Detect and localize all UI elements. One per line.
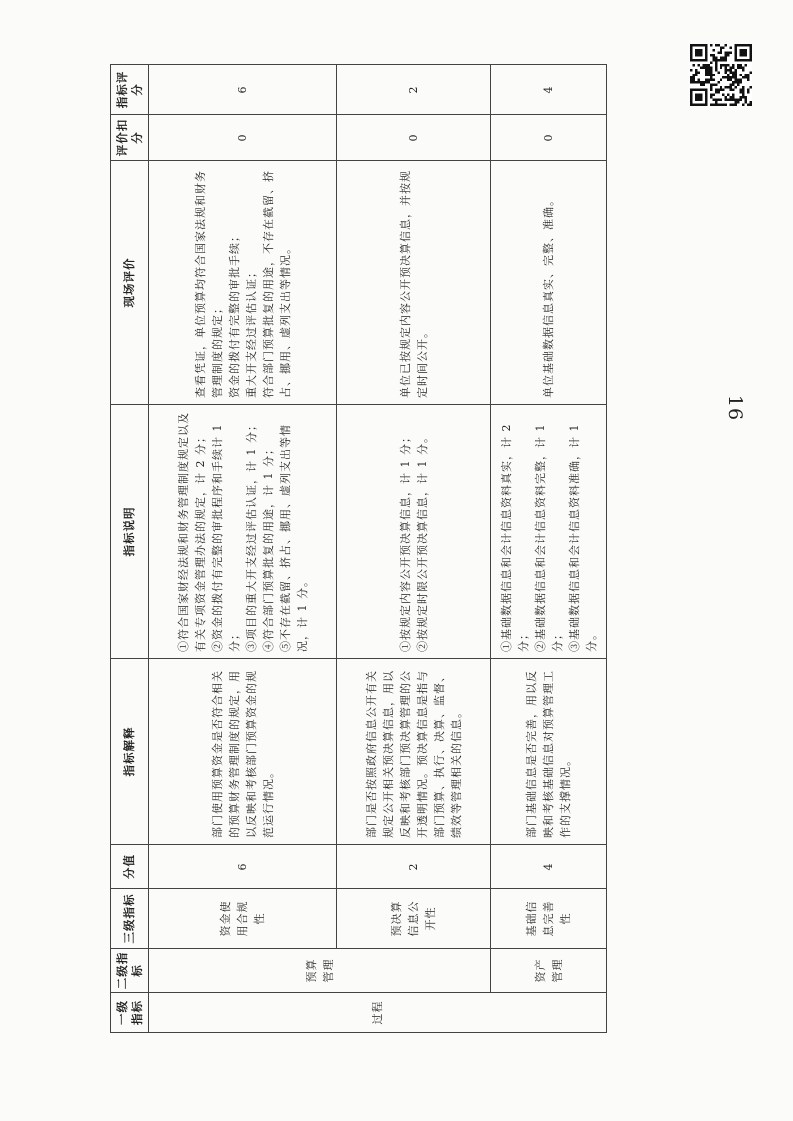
level2-cell: 资产管理 [491,949,607,993]
description-line: ④符合部门预算批复的用途，计 1 分； [261,443,275,652]
level2-cell: 预算管理 [149,949,491,993]
evaluation-line: 单位已按规定内容公开预决算信息，并按规定时间公开。 [398,170,429,398]
description-cell [149,405,337,659]
table-row [491,65,607,1033]
page-number: 16 [724,394,747,422]
header-explanation: 指标解释 [111,659,149,845]
evaluation-cell [337,161,491,405]
score-cell: 4 [491,845,607,889]
description-line: ③项目的重大开支经过评估认证，计 1 分； [244,419,258,652]
level3-cell: 资金使用合规性 [149,889,337,949]
description-line: ①符合国家财经法规和财务管理制度规定以及有关专项资金管理办法的规定，计 2 分； [176,412,207,652]
description-line: ②基础数据信息和会计信息资料完整，计 1 分； [533,423,564,652]
description-cell [491,405,607,659]
evaluation-line: 重大开支经过评估认证； [244,266,258,398]
header-row [111,65,149,1033]
header-level3: 三级指标 [111,889,149,949]
table-row [149,65,337,1033]
description-line: ①基础数据信息和会计信息资料真实，计 2 分； [499,423,530,652]
description-line: ⑤不存在截留、挤占、挪用、虚列支出等情况，计 1 分。 [278,424,309,652]
level3-cell: 基础信息完善性 [491,889,607,949]
description-line: ③基础数据信息和会计信息资料准确，计 1 分。 [567,423,598,652]
explanation-cell: 部门是否按照政府信息公开有关规定公开相关预决算信息，用以反映和考核部门预决算管理的公开透明情况。预决算信息是指与部门预算、执行、决算、监督、绩效等管理相关的信息。 [337,659,491,845]
rating-cell: 6 [149,65,337,115]
description-line: ②按规定时限公开预决算信息，计 1 分。 [415,431,429,652]
description-line: ②资金的拨付有完整的审批程序和手续计 1 分； [210,423,241,652]
description-line: ①按规定内容公开预决算信息，计 1 分； [398,431,412,652]
level3-cell: 预决算信息公开性 [337,889,491,949]
evaluation-cell [491,161,607,405]
level1-cell: 过程 [149,993,607,1033]
header-level1: 一级指标 [111,993,149,1033]
explanation-cell: 部门使用预算资金是否符合相关的预算财务管理制度的规定，用以反映和考核部门预算资金的规范运行情况。 [149,659,337,845]
rating-cell: 4 [491,65,607,115]
indicator-table [110,64,607,1033]
evaluation-cell [149,161,337,405]
table-row [337,65,491,1033]
rotated-table-container [110,65,606,1033]
header-deduction: 评价扣分 [111,115,149,161]
header-level2: 二级指标 [111,949,149,993]
header-score: 分值 [111,845,149,889]
evaluation-line: 资金的拨付有完整的审批手续； [227,230,241,398]
explanation-cell: 部门基础信息是否完善，用以反映和考核基础信息对预算管理工作的支撑情况。 [491,659,607,845]
deduction-cell: 0 [149,115,337,161]
description-cell [337,405,491,659]
evaluation-line: 符合部门预算批复的用途，不存在截留、挤占、挪用、虚列支出等情况。 [261,170,292,398]
header-rating: 指标评分 [111,65,149,115]
header-evaluation: 现场评价 [111,161,149,405]
rating-cell: 2 [337,65,491,115]
qr-code-image [690,44,752,106]
deduction-cell: 0 [337,115,491,161]
score-cell: 6 [149,845,337,889]
score-cell: 2 [337,845,491,889]
evaluation-line: 查看凭证，单位预算均符合国家法规和财务管理制度的规定； [193,170,224,398]
evaluation-line: 单位基础数据信息真实、完整、准确。 [542,194,555,398]
deduction-cell: 0 [491,115,607,161]
header-description: 指标说明 [111,405,149,659]
